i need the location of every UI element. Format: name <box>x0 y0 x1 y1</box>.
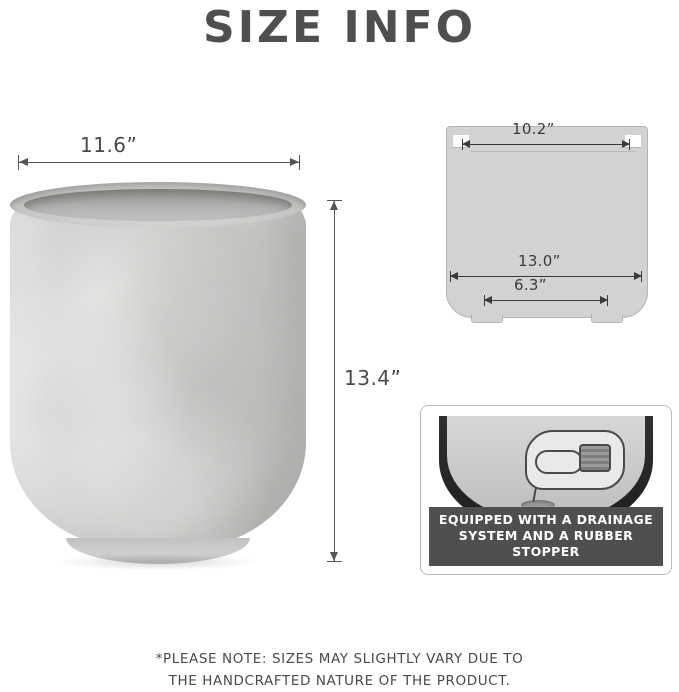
footer-note-line-2: THE HANDCRAFTED NATURE OF THE PRODUCT. <box>168 673 511 689</box>
height-arrow-down-icon <box>330 552 338 561</box>
width-dimension-line <box>18 162 300 163</box>
width-arrow-right-icon <box>290 158 299 166</box>
page-title: SIZE INFO <box>203 2 476 53</box>
drainage-caption-line-2: SYSTEM AND A RUBBER STOPPER <box>458 528 634 559</box>
height-tick-bottom <box>327 561 342 562</box>
base-width-label: 6.3” <box>514 276 547 294</box>
outer-width-arrow-left-icon <box>450 272 458 280</box>
hand-finger-icon <box>535 450 583 474</box>
drainage-feature-panel <box>420 405 672 575</box>
top-opening-label: 10.2” <box>512 120 555 138</box>
planter-texture <box>10 194 306 549</box>
outer-width-label: 13.0” <box>518 252 561 270</box>
planter-ground-shadow <box>60 554 256 570</box>
planter-body <box>10 194 306 549</box>
drainage-caption-line-1: EQUIPPED WITH A DRAINAGE <box>438 512 654 527</box>
planter-illustration <box>8 180 318 570</box>
base-width-dimension-line <box>484 300 608 301</box>
rubber-stopper-icon <box>579 444 611 472</box>
width-tick-right <box>299 155 300 170</box>
height-arrow-up-icon <box>330 201 338 210</box>
base-width-arrow-left-icon <box>484 296 492 304</box>
top-opening-arrow-right-icon <box>622 140 630 148</box>
base-width-arrow-right-icon <box>600 296 608 304</box>
cross-section-shape <box>446 126 648 318</box>
top-opening-arrow-left-icon <box>462 140 470 148</box>
cross-section-foot-right <box>591 314 623 323</box>
footer-note <box>0 648 679 692</box>
height-dimension-line <box>334 200 335 562</box>
planter-inner-cavity <box>24 189 292 221</box>
width-label: 11.6” <box>80 133 138 157</box>
footer-note-line-1: *PLEASE NOTE: SIZES MAY SLIGHTLY VARY DUE TO <box>155 651 524 667</box>
top-opening-dimension-line <box>462 144 630 145</box>
outer-width-arrow-right-icon <box>634 272 642 280</box>
width-arrow-left-icon <box>19 158 28 166</box>
drainage-caption <box>429 507 663 566</box>
cross-section-inner-edge <box>471 151 635 152</box>
cross-section-foot-left <box>471 314 503 323</box>
cross-section-diagram <box>440 118 656 334</box>
height-label: 13.4” <box>344 366 402 390</box>
